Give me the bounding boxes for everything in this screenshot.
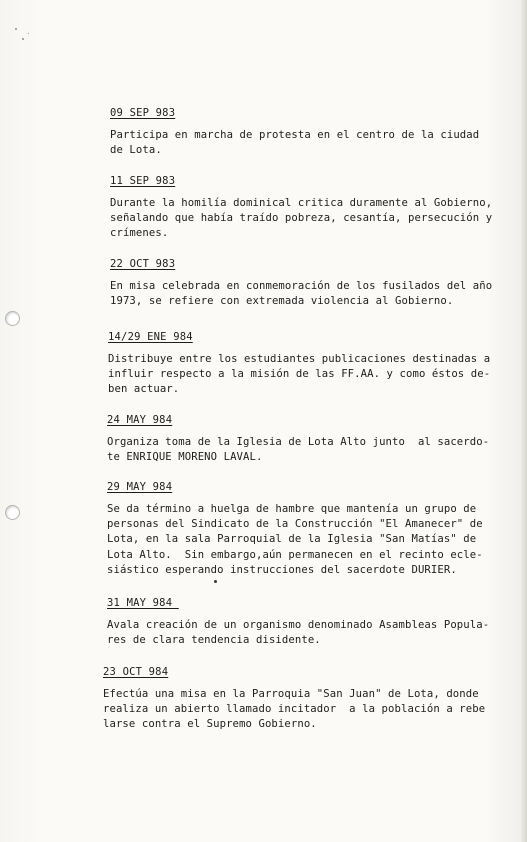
entry-line: crímenes.: [110, 227, 169, 240]
entry-text: [107, 618, 489, 648]
entry-line: de Lota.: [110, 144, 162, 157]
entry-2: [110, 169, 492, 242]
entry-line: 1973, se refiere con extremada violencia al Gobierno.: [110, 295, 454, 308]
entry-text: [107, 502, 483, 578]
entry-line: Participa en marcha de protesta en el centro de la ciudad: [110, 129, 480, 141]
entry-line: Lota, en la sala Parroquial de la Iglesia "San Matías" de: [107, 533, 477, 546]
entry-date: 24 MAY 984: [107, 414, 173, 426]
punch-hole-top: [5, 311, 20, 326]
entry-line: Se da término a huelga de hambre que mantenía un grupo de: [107, 503, 477, 515]
entry-line: Distribuye entre los estudiantes publicaciones destinadas a: [108, 353, 491, 365]
entry-8: [103, 660, 485, 733]
entry-date: 11 SEP 983: [110, 175, 176, 187]
entry-1: [110, 101, 479, 158]
entry-7: [107, 591, 489, 648]
entry-line: res de clara tendencia disidente.: [107, 634, 321, 647]
entry-line: Efectúa una misa en la Parroquia "San Juan" de Lota, donde: [103, 688, 479, 700]
entry-line: realiza un abierto llamado incitador a la población a rebe: [103, 703, 486, 716]
entry-5: [107, 408, 489, 465]
entry-4: [108, 325, 490, 398]
entry-text: [103, 687, 485, 733]
entry-text: [108, 352, 490, 398]
entry-line: señalando que había traído pobreza, cesantía, persecución y: [110, 212, 493, 225]
punch-hole-bottom: [5, 505, 20, 520]
entry-date: 22 OCT 983: [110, 258, 176, 270]
entry-line: siástico esperando instrucciones del sacerdote DURIER.: [107, 563, 457, 576]
entry-line: influir respecto a la misión de las FF.AA. y como éstos de-: [108, 368, 491, 381]
entry-text: [110, 196, 492, 242]
entry-date: 09 SEP 983: [110, 107, 176, 119]
ink-dot: [214, 580, 217, 583]
entry-date: 14/29 ENE 984: [108, 331, 193, 343]
entry-line: Avala creación de un organismo denominado Asambleas Popula-: [107, 619, 490, 631]
entry-text: [110, 128, 479, 158]
entry-date: 29 MAY 984: [107, 481, 173, 493]
page-right-edge: [521, 0, 527, 842]
entry-line: larse contra el Supremo Gobierno.: [103, 718, 317, 731]
paper-speck: [15, 28, 17, 30]
entry-text: [110, 279, 492, 309]
entry-line: Durante la homilía dominical critica duramente al Gobierno,: [110, 197, 493, 209]
entry-line: ben actuar.: [108, 383, 180, 396]
entry-3: [110, 252, 492, 309]
paper-speck: [22, 38, 24, 40]
entry-line: te ENRIQUE MORENO LAVAL.: [107, 451, 263, 464]
entry-line: En misa celebrada en conmemoración de los fusilados del año: [110, 280, 493, 292]
paper-speck: [28, 33, 29, 34]
entry-date: 23 OCT 984: [103, 666, 169, 678]
entry-text: [107, 435, 489, 465]
entry-line: personas del Sindicato de la Construcción "El Amanecer" de: [107, 518, 483, 531]
entry-6: [107, 475, 483, 578]
entry-line: Lota Alto. Sin embargo,aún permanecen en el recinto ecle-: [107, 548, 483, 561]
entry-date: 31 MAY 984: [107, 597, 179, 609]
entry-line: Organiza toma de la Iglesia de Lota Alto junto al sacerdo-: [107, 436, 490, 448]
